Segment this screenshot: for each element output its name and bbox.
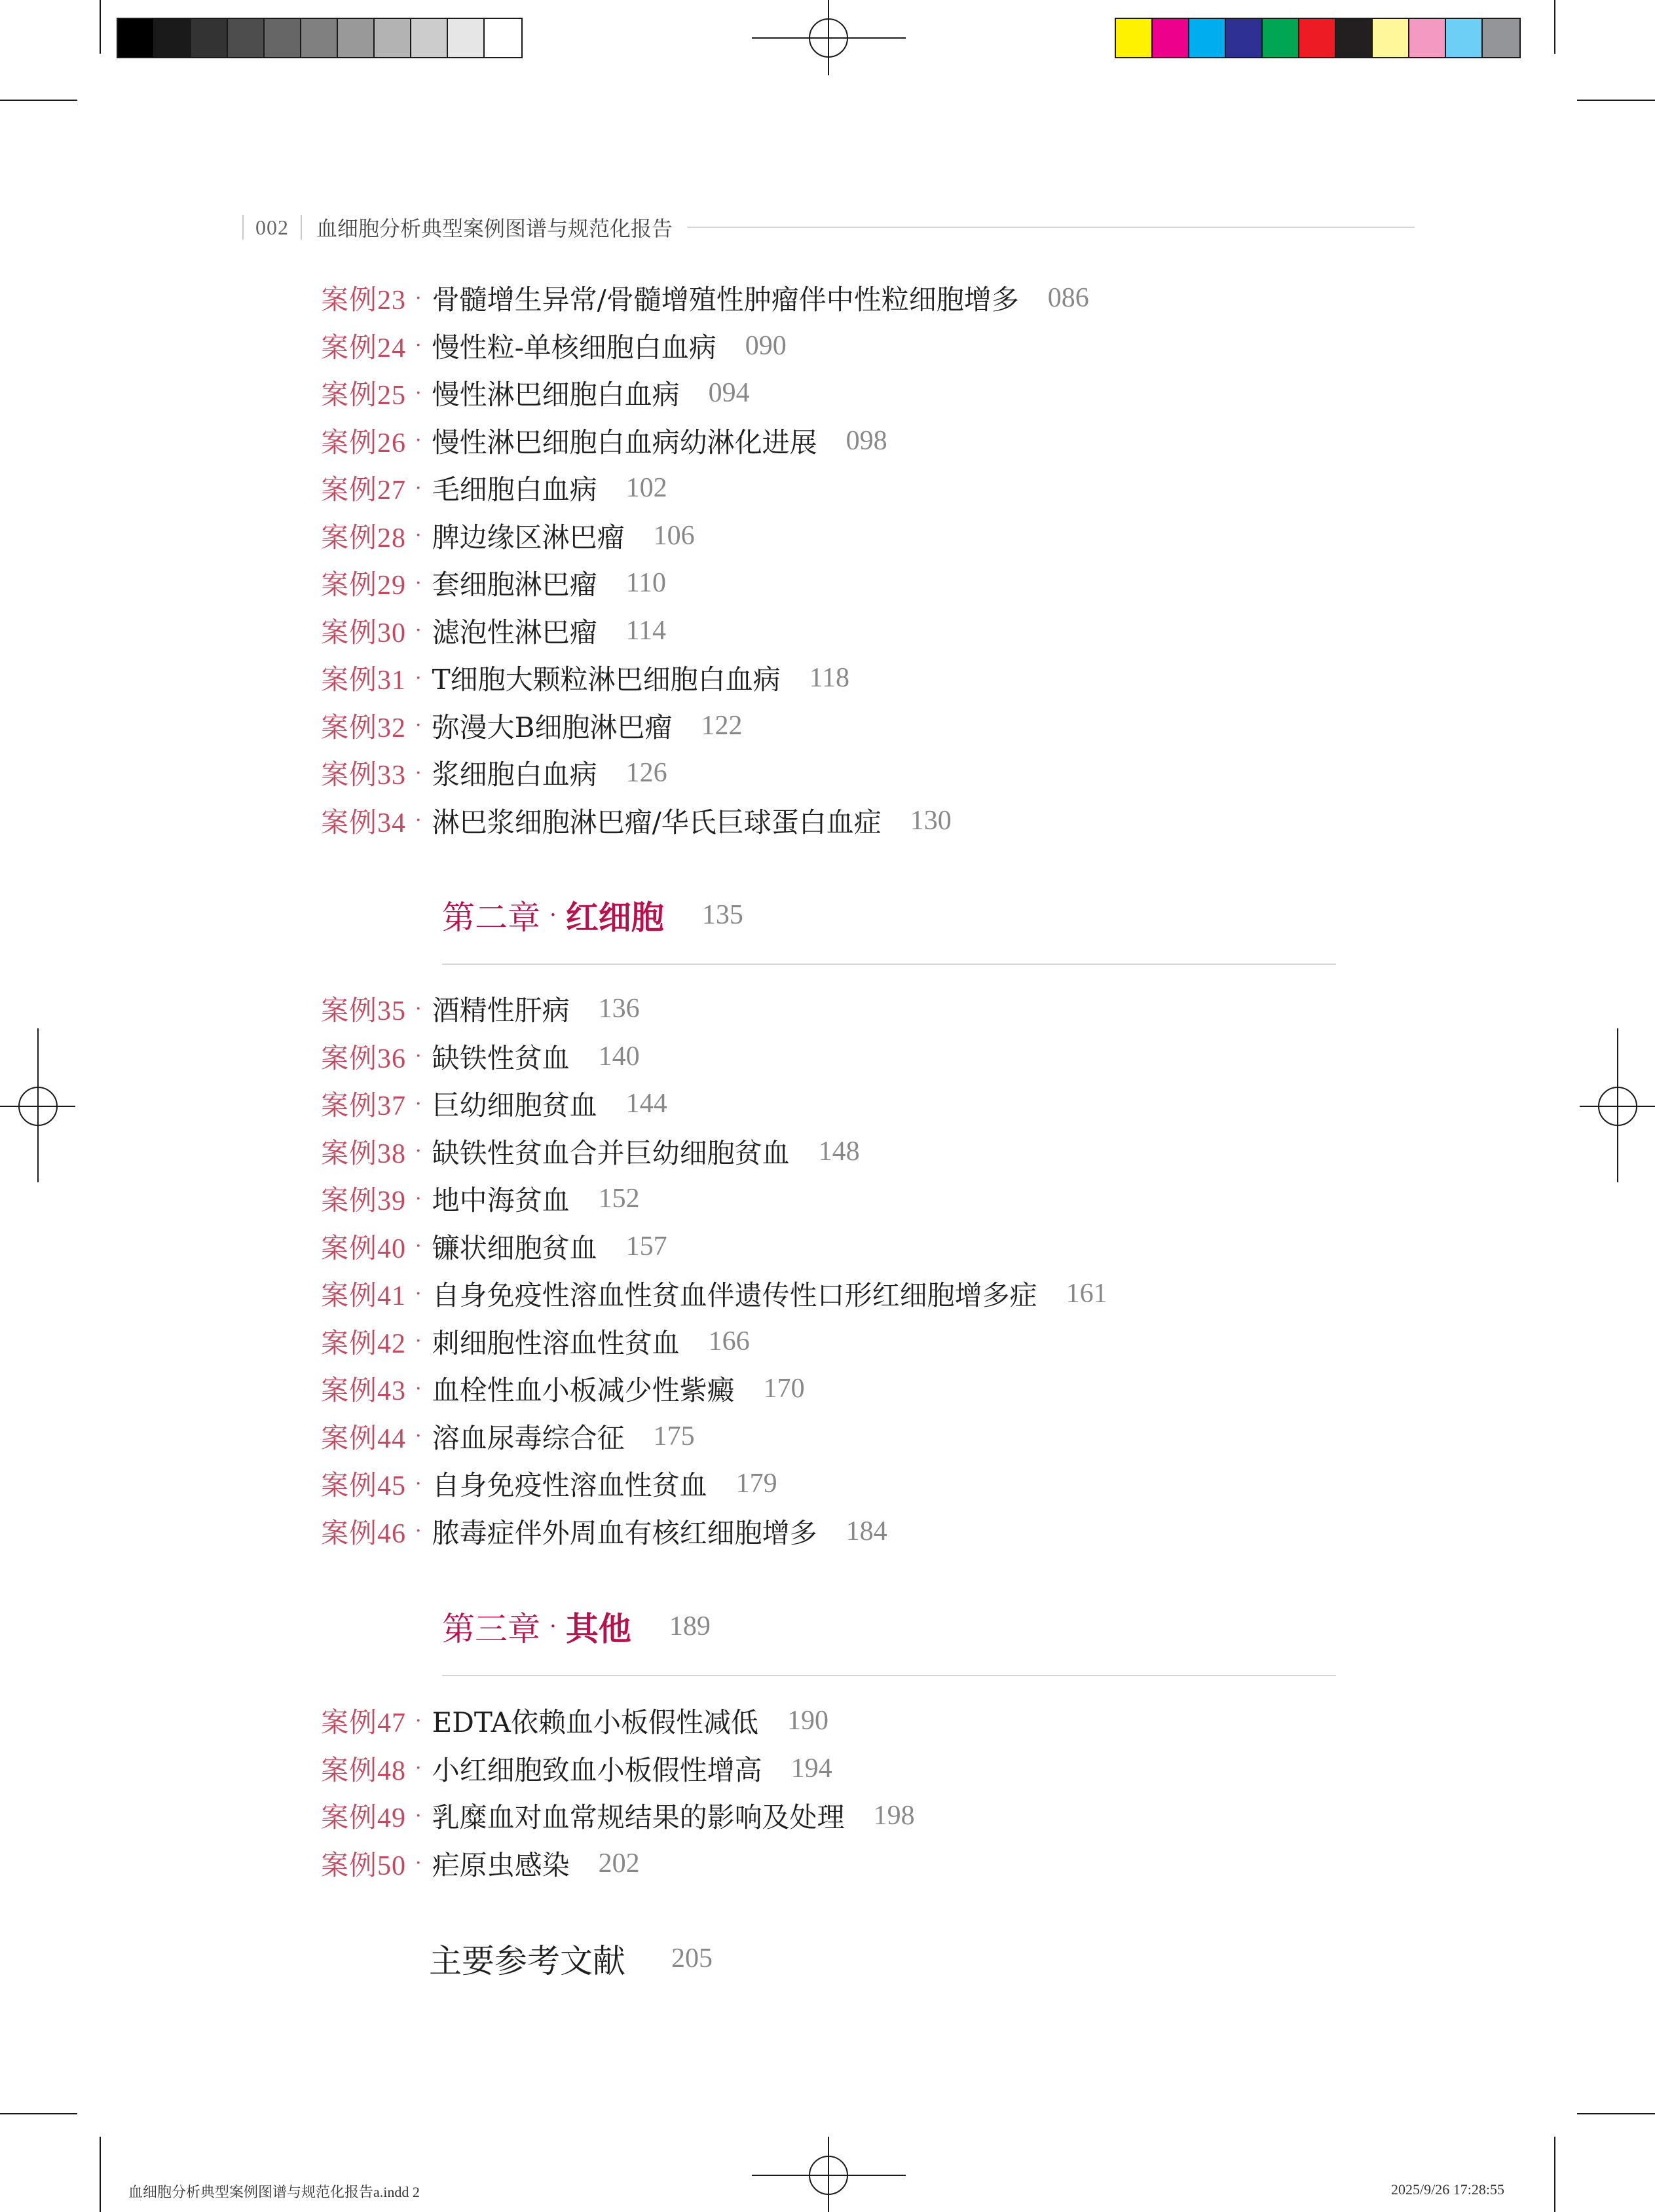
color-swatch xyxy=(228,19,265,57)
toc-entry-title: 套细胞淋巴瘤 xyxy=(432,569,597,601)
toc-entry-separator: · xyxy=(415,666,422,690)
toc-entry-label: 案例45 xyxy=(321,1471,407,1501)
color-swatch xyxy=(1116,19,1153,57)
toc-entry-separator: · xyxy=(415,1804,422,1828)
toc-entry-separator: · xyxy=(415,761,422,785)
toc-entry-page: 198 xyxy=(873,1801,915,1831)
chapter-separator: · xyxy=(549,902,557,928)
toc-entry[interactable] xyxy=(321,278,1089,318)
chapter-name: 红细胞 xyxy=(565,898,664,937)
toc-entry-separator: · xyxy=(415,334,422,357)
toc-entry[interactable] xyxy=(321,1227,667,1266)
toc-entry-separator: · xyxy=(415,997,422,1021)
toc-entry-title: 小红细胞致血小板假性增高 xyxy=(432,1753,762,1786)
toc-entry-page: 190 xyxy=(787,1706,828,1736)
toc-entry-label: 案例35 xyxy=(321,996,407,1026)
toc-entry-label: 案例47 xyxy=(321,1708,407,1738)
toc-entry-separator: · xyxy=(415,1330,422,1353)
toc-entry-separator: · xyxy=(415,1282,422,1305)
toc-entry-separator: · xyxy=(415,571,422,595)
chapter-name: 其他 xyxy=(565,1609,631,1648)
toc-entry-page: 106 xyxy=(653,520,695,551)
toc-entry-title: 毛细胞白血病 xyxy=(432,474,597,506)
header-divider xyxy=(242,215,244,240)
toc-entry-title: 缺铁性贫血 xyxy=(432,1041,570,1074)
toc-entry-label: 案例43 xyxy=(321,1376,407,1406)
color-swatch xyxy=(1153,19,1189,57)
toc-entry-title: 巨幼细胞贫血 xyxy=(432,1089,597,1121)
toc-entry-separator: · xyxy=(415,1235,422,1258)
color-swatch xyxy=(485,19,521,57)
color-swatch xyxy=(1483,19,1519,57)
toc-entry-label: 案例46 xyxy=(321,1518,407,1549)
toc-entry-title: 慢性粒-单核细胞白血病 xyxy=(432,331,716,364)
color-swatch xyxy=(1263,19,1299,57)
toc-entry[interactable] xyxy=(321,989,640,1028)
toc-entry-page: 166 xyxy=(708,1326,750,1357)
toc-entry-separator: · xyxy=(415,1425,422,1448)
toc-entry-separator: · xyxy=(415,286,422,310)
toc-entry-label: 案例41 xyxy=(321,1281,407,1311)
toc-entry[interactable] xyxy=(321,1132,860,1171)
toc-entry-label: 案例50 xyxy=(321,1850,407,1881)
header-divider xyxy=(301,215,302,240)
toc-entry[interactable] xyxy=(321,326,787,366)
toc-entry-title: 溶血尿毒综合征 xyxy=(432,1421,625,1454)
toc-entry-separator: · xyxy=(415,809,422,832)
toc-entry-separator: · xyxy=(415,381,422,405)
toc-entry[interactable] xyxy=(321,801,952,840)
toc-entry-page: 110 xyxy=(625,568,667,598)
toc-entry[interactable] xyxy=(321,1464,777,1503)
toc-entry-label: 案例40 xyxy=(321,1233,407,1264)
chapter-label: 第二章 xyxy=(442,899,540,936)
toc-entry-label: 案例23 xyxy=(321,286,407,316)
toc-entry-page: 094 xyxy=(708,378,750,408)
toc-entry[interactable] xyxy=(321,373,750,413)
toc-entry[interactable] xyxy=(321,1844,640,1883)
toc-entry-page: 122 xyxy=(701,710,743,741)
toc-entry-label: 案例36 xyxy=(321,1043,407,1074)
toc-entry-title: 浆细胞白血病 xyxy=(432,759,597,791)
toc-entry-label: 案例25 xyxy=(321,381,407,411)
toc-entry[interactable] xyxy=(321,1084,667,1123)
toc-entry-title: 淋巴浆细胞淋巴瘤/华氏巨球蛋白血症 xyxy=(432,806,882,838)
toc-entry-page: 161 xyxy=(1066,1279,1107,1309)
toc-entry-label: 案例37 xyxy=(321,1091,407,1121)
toc-entry[interactable] xyxy=(321,1701,828,1740)
toc-entry-title: 滤泡性淋巴瘤 xyxy=(432,616,597,648)
toc-entry-label: 案例49 xyxy=(321,1803,407,1833)
toc-entry-label: 案例34 xyxy=(321,808,407,838)
toc-entry-separator: · xyxy=(415,476,422,500)
toc-entry-separator: · xyxy=(415,1140,422,1163)
toc-entry-title: 乳糜血对血常规结果的影响及处理 xyxy=(432,1801,845,1833)
toc-entry[interactable] xyxy=(321,468,667,508)
toc-entry-page: 098 xyxy=(846,425,887,456)
toc-entry-page: 086 xyxy=(1047,283,1089,313)
toc-entry-page: 170 xyxy=(763,1374,805,1404)
color-swatch xyxy=(191,19,228,57)
color-swatch xyxy=(1373,19,1409,57)
toc-entry-label: 案例44 xyxy=(321,1423,407,1454)
toc-entry-separator: · xyxy=(415,1709,422,1733)
chapter-separator: · xyxy=(549,1613,557,1640)
color-swatch xyxy=(1226,19,1263,57)
toc-entry-separator: · xyxy=(415,524,422,547)
toc-entry-separator: · xyxy=(415,619,422,642)
toc-entry-label: 案例38 xyxy=(321,1138,407,1169)
toc-entry-page: 175 xyxy=(653,1421,695,1452)
slug-timestamp: 2025/9/26 17:28:55 xyxy=(1391,2181,1504,2198)
toc-entry[interactable] xyxy=(321,1179,640,1218)
toc-entry-title: 自身免疫性溶血性贫血 xyxy=(432,1469,707,1501)
toc-entry-title: 弥漫大B细胞淋巴瘤 xyxy=(432,711,673,743)
color-swatch xyxy=(155,19,191,57)
toc-entry-label: 案例48 xyxy=(321,1755,407,1786)
toc-entry-label: 案例39 xyxy=(321,1186,407,1216)
toc-entry-separator: · xyxy=(415,1472,422,1495)
toc-entry-label: 案例28 xyxy=(321,523,407,553)
header-book-title: 血细胞分析典型案例图谱与规范化报告 xyxy=(316,216,673,241)
toc-entry-title: 骨髓增生异常/骨髓增殖性肿瘤伴中性粒细胞增多 xyxy=(432,284,1019,316)
toc-entry[interactable] xyxy=(321,1274,1107,1313)
color-swatch xyxy=(338,19,375,57)
toc-entry-separator: · xyxy=(415,429,422,452)
toc-entry-title: 刺细胞性溶血性贫血 xyxy=(432,1326,680,1359)
color-swatch xyxy=(411,19,448,57)
toc-entry[interactable] xyxy=(321,658,849,698)
toc-entry-title: 疟原虫感染 xyxy=(432,1848,570,1881)
color-swatch xyxy=(1299,19,1336,57)
chapter-page: 189 xyxy=(669,1611,711,1641)
references-page: 205 xyxy=(671,1943,713,1974)
toc-entry-page: 194 xyxy=(790,1753,832,1784)
color-swatch xyxy=(1336,19,1373,57)
toc-entry-label: 案例29 xyxy=(321,571,407,601)
grayscale-color-bar xyxy=(117,18,523,58)
toc-entry-separator: · xyxy=(415,1520,422,1543)
toc-entry-title: 慢性淋巴细胞白血病幼淋化进展 xyxy=(432,426,817,459)
toc-entry[interactable] xyxy=(321,1322,750,1361)
toc-entry[interactable] xyxy=(321,1512,887,1551)
toc-entry-page: 140 xyxy=(598,1041,640,1072)
toc-entry-page: 157 xyxy=(625,1231,667,1262)
chapter-rule xyxy=(442,1675,1336,1676)
color-swatch xyxy=(1409,19,1446,57)
toc-entry-title: EDTA依赖血小板假性减低 xyxy=(432,1706,758,1738)
references-title: 主要参考文献 xyxy=(429,1942,625,1980)
toc-entry-separator: · xyxy=(415,1377,422,1400)
toc-entry-page: 152 xyxy=(598,1184,640,1214)
color-swatch xyxy=(1446,19,1483,57)
toc-entry-label: 案例27 xyxy=(321,476,407,506)
color-swatch xyxy=(118,19,155,57)
toc-entry[interactable] xyxy=(321,1417,695,1456)
header-rule xyxy=(687,227,1415,228)
toc-entry-page: 184 xyxy=(846,1516,887,1547)
toc-entry-title: 慢性淋巴细胞白血病 xyxy=(432,379,680,411)
toc-entry-separator: · xyxy=(415,714,422,737)
toc-entry-page: 202 xyxy=(598,1848,640,1879)
toc-entry-separator: · xyxy=(415,1045,422,1068)
toc-entry[interactable] xyxy=(321,1749,832,1788)
toc-entry-label: 案例33 xyxy=(321,760,407,791)
toc-entry-page: 102 xyxy=(625,473,667,503)
chapter-label: 第三章 xyxy=(442,1611,540,1647)
toc-entry[interactable] xyxy=(321,1037,640,1076)
toc-entry-page: 126 xyxy=(625,758,667,788)
toc-entry[interactable] xyxy=(321,516,695,555)
toc-entry[interactable] xyxy=(321,421,887,460)
toc-entry-separator: · xyxy=(415,1852,422,1875)
toc-entry[interactable] xyxy=(321,1369,805,1408)
toc-entry-label: 案例42 xyxy=(321,1328,407,1359)
references-entry[interactable] xyxy=(429,1936,713,1981)
toc-entry-title: 地中海贫血 xyxy=(432,1184,570,1216)
toc-entry-page: 090 xyxy=(745,330,787,361)
toc-entry-page: 136 xyxy=(598,994,640,1024)
color-swatch xyxy=(375,19,411,57)
toc-entry-page: 148 xyxy=(818,1136,860,1167)
toc-entry-title: T细胞大颗粒淋巴细胞白血病 xyxy=(432,664,781,696)
toc-entry-title: 血栓性血小板减少性紫癜 xyxy=(432,1374,735,1406)
color-swatch xyxy=(1189,19,1226,57)
toc-entry-separator: · xyxy=(415,1187,422,1210)
toc-entry-label: 案例26 xyxy=(321,428,407,459)
toc-entry[interactable] xyxy=(321,1796,915,1835)
toc-entry-page: 118 xyxy=(809,663,850,693)
toc-entry[interactable] xyxy=(321,753,667,793)
toc-entry[interactable] xyxy=(321,563,666,603)
toc-entry-label: 案例30 xyxy=(321,618,407,648)
toc-entry-label: 案例31 xyxy=(321,665,407,696)
toc-entry-label: 案例24 xyxy=(321,333,407,364)
color-swatch xyxy=(265,19,301,57)
toc-entry-page: 114 xyxy=(625,615,667,646)
chapter-heading-3[interactable] xyxy=(442,1603,711,1649)
toc-entry-page: 144 xyxy=(625,1089,667,1119)
toc-entry-label: 案例32 xyxy=(321,713,407,743)
toc-entry-title: 酒精性肝病 xyxy=(432,994,570,1026)
chapter-rule xyxy=(442,964,1336,965)
slug-file-name: 血细胞分析典型案例图谱与规范化报告a.indd 2 xyxy=(128,2184,420,2200)
toc-entry-title: 缺铁性贫血合并巨幼细胞贫血 xyxy=(432,1136,790,1169)
color-swatch xyxy=(301,19,338,57)
process-color-bar xyxy=(1115,18,1521,58)
toc-entry-page: 130 xyxy=(910,805,952,836)
color-swatch xyxy=(448,19,485,57)
toc-entry-page: 179 xyxy=(735,1469,777,1499)
toc-entry-title: 自身免疫性溶血性贫血伴遗传性口形红细胞增多症 xyxy=(432,1279,1037,1311)
toc-entry-title: 脾边缘区淋巴瘤 xyxy=(432,521,625,553)
chapter-page: 135 xyxy=(701,900,743,930)
chapter-heading-2[interactable] xyxy=(442,892,743,938)
running-header xyxy=(242,211,1415,244)
header-page-number: 002 xyxy=(255,215,289,239)
toc-entry[interactable] xyxy=(321,706,742,745)
toc-entry-separator: · xyxy=(415,1092,422,1115)
toc-entry[interactable] xyxy=(321,611,666,650)
toc-entry-separator: · xyxy=(415,1757,422,1780)
toc-entry-title: 镰状细胞贫血 xyxy=(432,1231,597,1264)
toc-entry-title: 脓毒症伴外周血有核红细胞增多 xyxy=(432,1516,817,1549)
